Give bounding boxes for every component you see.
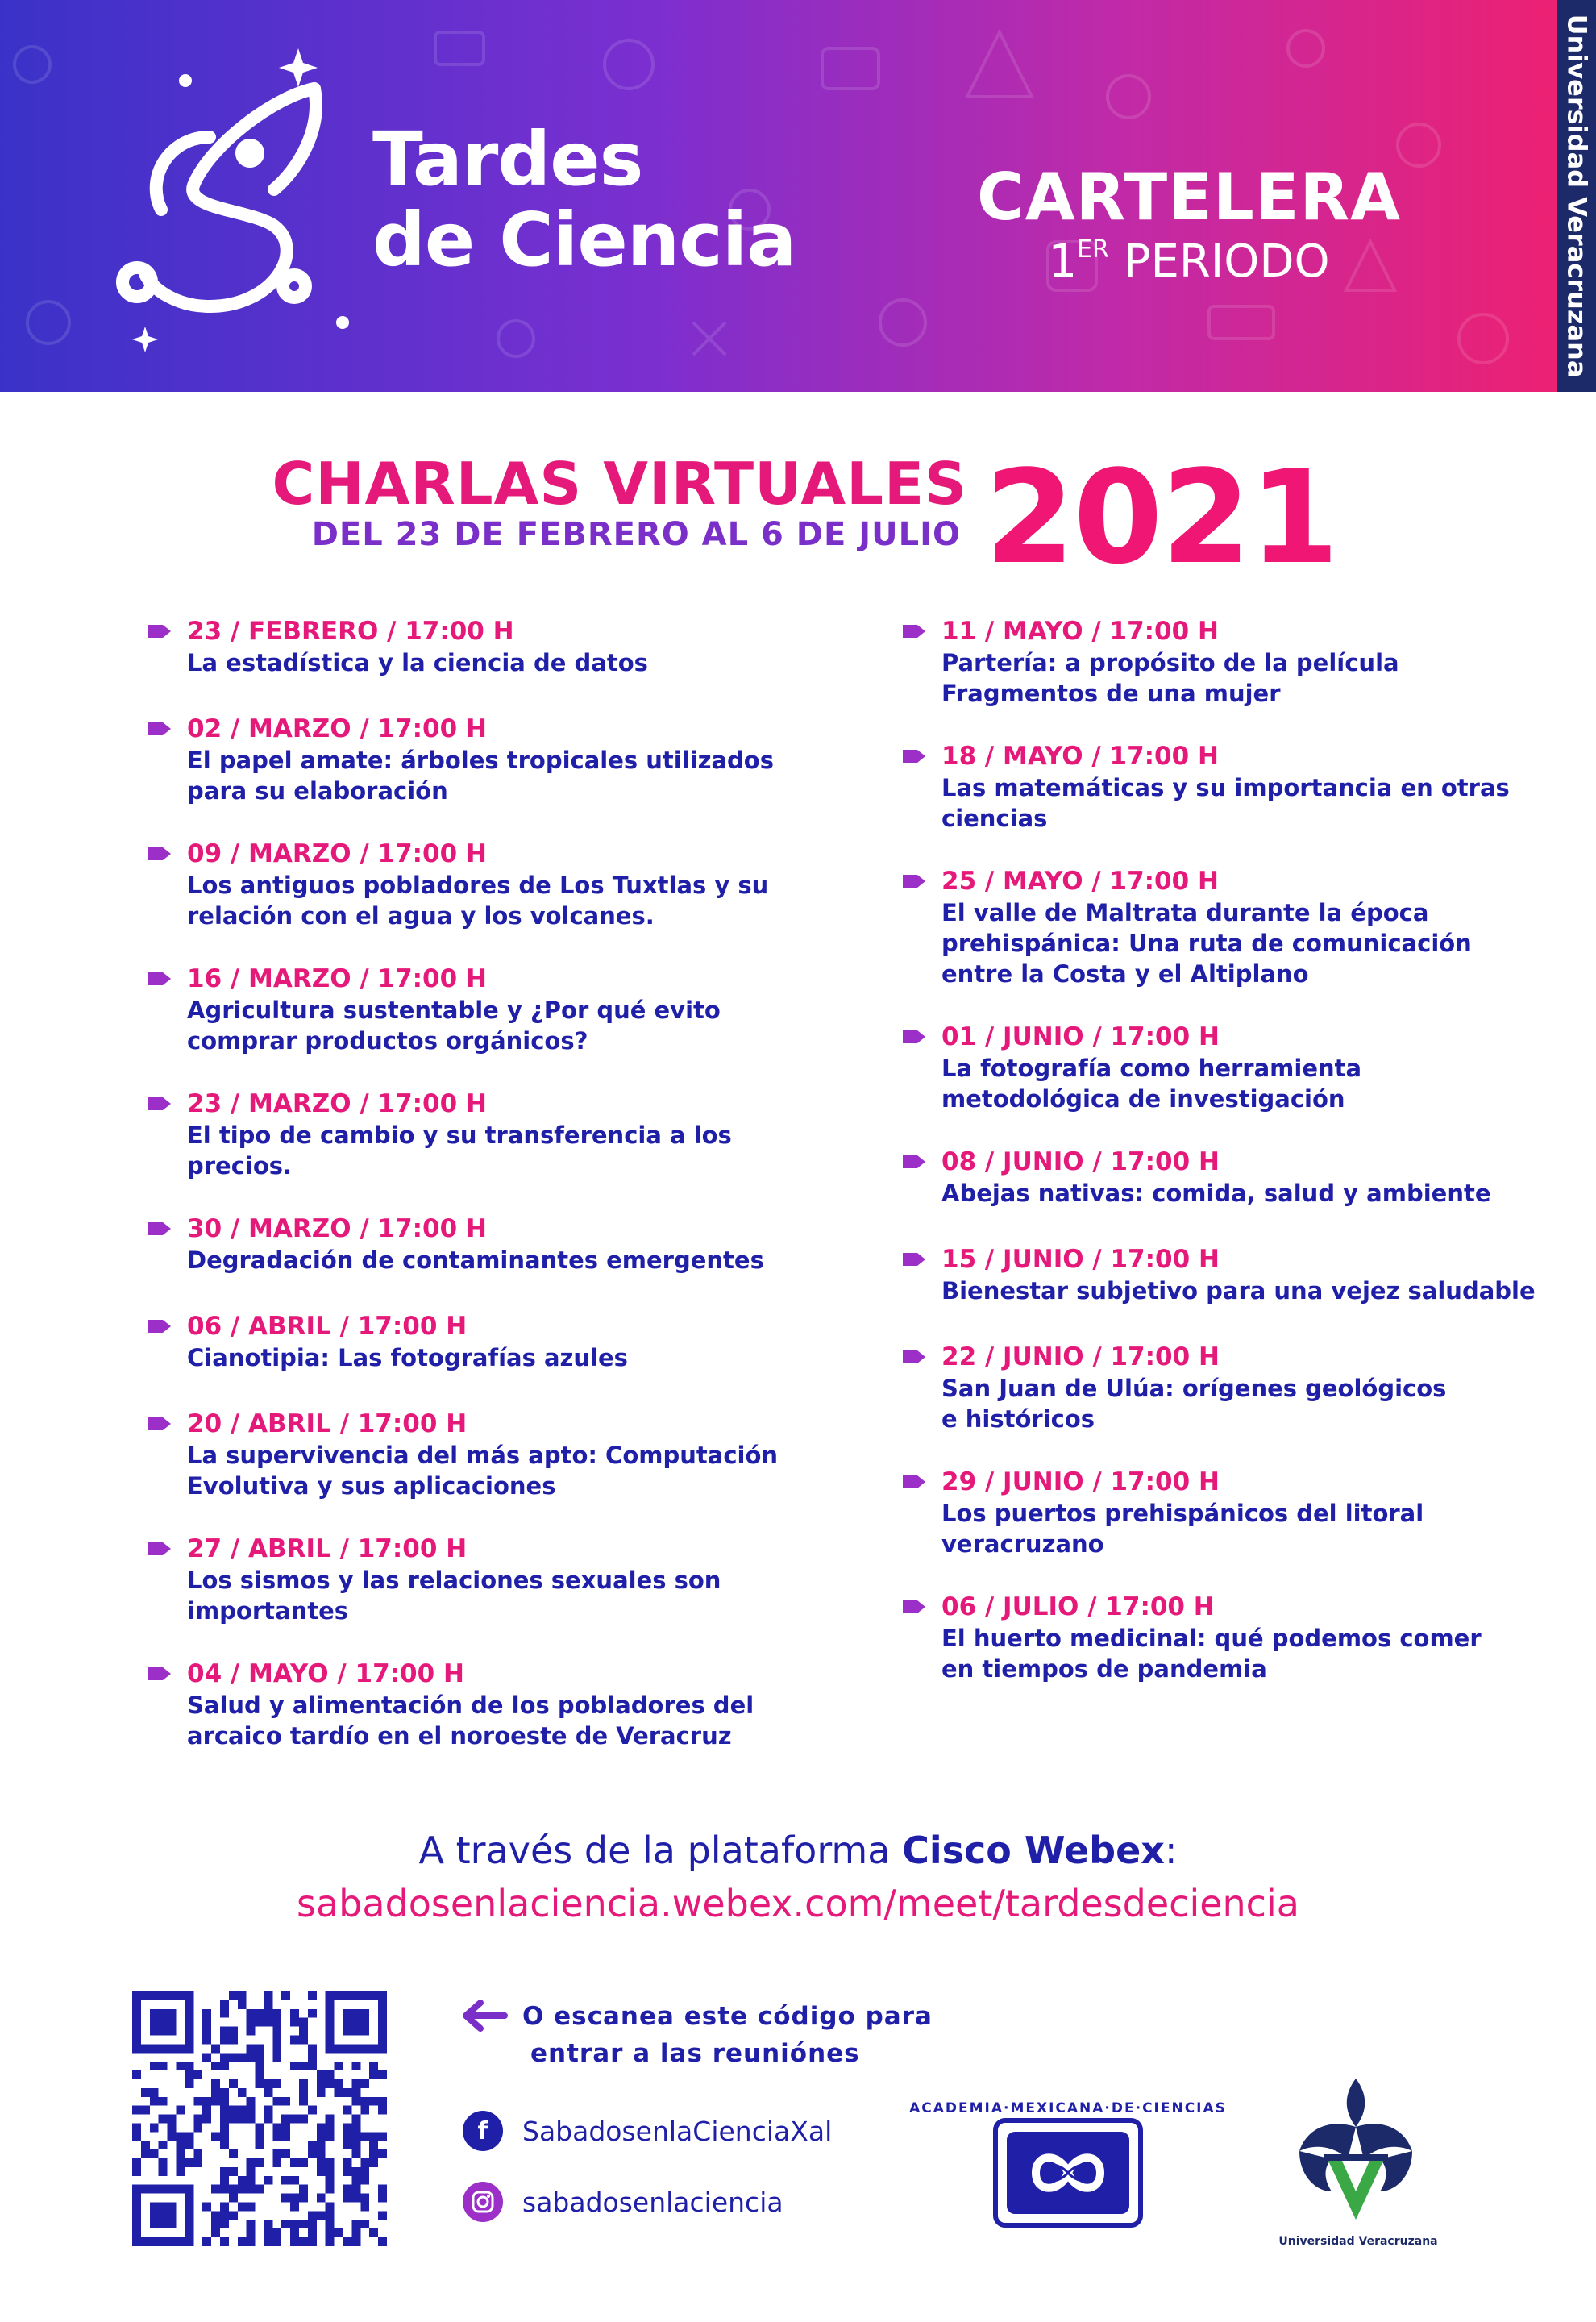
platform-url-link[interactable]: sabadosenlaciencia.webex.com/meet/tardesdeciencia: [297, 1882, 1299, 1925]
event-item: [147, 1213, 848, 1275]
event-title-line: para su elaboración: [187, 777, 448, 805]
event-title-line: Evolutiva y sus aplicaciones: [187, 1472, 556, 1500]
periodo-superscript: ER: [1077, 235, 1109, 264]
event-title-line: Cianotipia: Las fotografías azules: [187, 1344, 628, 1371]
bullet-arrow-icon: [901, 872, 927, 890]
event-title-line: Agricultura sustentable y ¿Por qué evito: [187, 997, 721, 1024]
bullet-arrow-icon: [901, 1153, 927, 1171]
event-title-line: La supervivencia del más apto: Computación: [187, 1442, 779, 1469]
event-title-line: Partería: a propósito de la película: [941, 649, 1399, 676]
charlas-title: CHARLAS VIRTUALES: [272, 450, 967, 518]
event-date: 22 / JUNIO / 17:00 H: [941, 1342, 1220, 1371]
event-item: [901, 741, 1538, 834]
bullet-arrow-icon: [901, 1598, 927, 1616]
qr-code[interactable]: [132, 1991, 387, 2246]
bullet-arrow-icon: [147, 1317, 172, 1335]
event-title-line: ciencias: [941, 805, 1048, 832]
event-title-line: Los puertos prehispánicos del litoral: [941, 1500, 1424, 1527]
arrow-left-icon: [461, 2000, 506, 2032]
scan-instructions: [522, 1998, 974, 2072]
event-title-line: El valle de Maltrata durante la época: [941, 899, 1429, 926]
university-vertical-tab: [1557, 0, 1596, 392]
event-date: 11 / MAYO / 17:00 H: [941, 617, 1219, 646]
bullet-arrow-icon: [147, 970, 172, 988]
event-title-line: veracruzano: [941, 1530, 1104, 1558]
bullet-arrow-icon: [147, 720, 172, 738]
facebook-link[interactable]: [463, 2111, 832, 2151]
bullet-arrow-icon: [147, 1220, 172, 1238]
scan-line1: O escanea este código para: [522, 2002, 933, 2031]
event-date: 02 / MARZO / 17:00 H: [187, 714, 487, 743]
tardes-de-ciencia-logo-icon: [113, 48, 379, 355]
event-title-line: El tipo de cambio y su transferencia a los: [187, 1121, 732, 1149]
logo-title: [372, 116, 796, 283]
event-title-line: entre la Costa y el Altiplano: [941, 960, 1309, 988]
bullet-arrow-icon: [147, 622, 172, 640]
bullet-arrow-icon: [901, 1028, 927, 1046]
facebook-handle: SabadosenlaCienciaXal: [522, 2115, 833, 2147]
event-title-line: San Juan de Ulúa: orígenes geológicos: [941, 1375, 1447, 1402]
header-banner: [0, 0, 1596, 392]
bullet-arrow-icon: [147, 845, 172, 863]
event-title-line: precios.: [187, 1152, 293, 1180]
event-title-line: arcaico tardío en el noroeste de Veracruz: [187, 1722, 732, 1750]
svg-text:ACADEMIA·MEXICANA·DE·CIENCIAS: ACADEMIA·MEXICANA·DE·CIENCIAS: [909, 2100, 1227, 2116]
event-title-line: metodológica de investigación: [941, 1085, 1345, 1113]
event-date: 20 / ABRIL / 17:00 H: [187, 1409, 468, 1438]
event-date: 08 / JUNIO / 17:00 H: [941, 1147, 1220, 1176]
periodo-label: [927, 235, 1451, 288]
instagram-handle: sabadosenlaciencia: [522, 2186, 783, 2218]
event-date: 27 / ABRIL / 17:00 H: [187, 1534, 468, 1563]
event-date: 15 / JUNIO / 17:00 H: [941, 1245, 1220, 1274]
event-item: [147, 1533, 848, 1626]
platform-name: Cisco Webex: [902, 1829, 1165, 1872]
logo-title-line2: de Ciencia: [372, 197, 796, 283]
charlas-dates: DEL 23 DE FEBRERO AL 6 DE JULIO: [311, 516, 961, 553]
event-item: [147, 616, 848, 678]
bullet-arrow-icon: [901, 747, 927, 765]
event-title-line: La fotografía como herramienta: [941, 1055, 1362, 1082]
scan-line2: entrar a las reuniónes: [530, 2039, 860, 2068]
event-item: [901, 866, 1538, 989]
event-item: [147, 1658, 848, 1751]
event-title-line: Las matemáticas y su importancia en otras: [941, 774, 1510, 801]
academia-mexicana-de-ciencias-logo: [909, 2088, 1227, 2233]
cartelera-title: CARTELERA: [977, 160, 1401, 235]
facebook-icon: f: [463, 2111, 503, 2151]
instagram-icon: [463, 2182, 503, 2222]
bullet-arrow-icon: [147, 1665, 172, 1683]
event-date: 18 / MAYO / 17:00 H: [941, 742, 1219, 771]
event-item: [147, 963, 848, 1056]
event-date: 16 / MARZO / 17:00 H: [187, 964, 487, 993]
bullet-arrow-icon: [901, 1348, 927, 1366]
event-title-line: importantes: [187, 1597, 349, 1625]
bullet-arrow-icon: [901, 1250, 927, 1268]
event-item: [901, 1342, 1538, 1434]
event-item: [901, 1146, 1538, 1209]
event-title-line: El huerto medicinal: qué podemos comer: [941, 1625, 1482, 1652]
event-item: [147, 838, 848, 931]
event-title-line: prehispánica: Una ruta de comunicación: [941, 930, 1472, 957]
event-item: [901, 1244, 1538, 1306]
event-date: 09 / MARZO / 17:00 H: [187, 839, 487, 868]
event-title-line: en tiempos de pandemia: [941, 1655, 1267, 1683]
bullet-arrow-icon: [901, 1473, 927, 1491]
bullet-arrow-icon: [901, 622, 927, 640]
platform-prefix: A través de la plataforma: [418, 1829, 903, 1872]
bullet-arrow-icon: [147, 1540, 172, 1558]
event-title-line: relación con el agua y los volcanes.: [187, 902, 655, 930]
event-item: [901, 1592, 1538, 1684]
event-date: 06 / JULIO / 17:00 H: [941, 1592, 1215, 1621]
event-item: [901, 1022, 1538, 1114]
periodo-number: 1: [1048, 235, 1078, 288]
event-item: [901, 1467, 1538, 1559]
event-title-line: Los antiguos pobladores de Los Tuxtlas y su: [187, 872, 769, 899]
event-title-line: comprar productos orgánicos?: [187, 1027, 588, 1055]
event-date: 30 / MARZO / 17:00 H: [187, 1214, 487, 1243]
event-date: 04 / MAYO / 17:00 H: [187, 1659, 464, 1688]
logo-title-line1: Tardes: [372, 116, 643, 202]
event-item: [901, 616, 1538, 709]
events-left-column: [147, 616, 848, 1783]
event-item: [147, 714, 848, 806]
event-title-line: e históricos: [941, 1405, 1095, 1433]
bullet-arrow-icon: [147, 1415, 172, 1433]
platform-line: [0, 1829, 1596, 1872]
universidad-veracruzana-logo: [1267, 2070, 1444, 2232]
university-vertical-text: Universidad Veracruzana: [1561, 14, 1593, 378]
event-title-line: Fragmentos de una mujer: [941, 680, 1281, 707]
event-date: 23 / FEBRERO / 17:00 H: [187, 617, 514, 646]
event-date: 06 / ABRIL / 17:00 H: [187, 1312, 468, 1341]
platform-suffix: :: [1164, 1829, 1178, 1872]
event-date: 25 / MAYO / 17:00 H: [941, 867, 1219, 896]
event-title-line: Los sismos y las relaciones sexuales son: [187, 1567, 721, 1594]
instagram-link[interactable]: [463, 2182, 783, 2222]
year-label: 2021: [985, 442, 1338, 593]
event-item: [147, 1409, 848, 1501]
uv-logo-caption: Universidad Veracruzana: [1278, 2235, 1438, 2248]
event-title-line: Bienestar subjetivo para una vejez saludable: [941, 1277, 1536, 1305]
event-title-line: La estadística y la ciencia de datos: [187, 649, 648, 676]
periodo-word: PERIODO: [1123, 235, 1330, 288]
event-title-line: Abejas nativas: comida, salud y ambiente: [941, 1180, 1491, 1207]
bullet-arrow-icon: [147, 1095, 172, 1113]
event-item: [147, 1088, 848, 1181]
event-title-line: Degradación de contaminantes emergentes: [187, 1246, 764, 1274]
event-date: 23 / MARZO / 17:00 H: [187, 1089, 487, 1118]
event-title-line: Salud y alimentación de los pobladores del: [187, 1692, 754, 1719]
event-date: 01 / JUNIO / 17:00 H: [941, 1022, 1220, 1051]
event-title-line: El papel amate: árboles tropicales utilizados: [187, 747, 774, 774]
events-right-column: [901, 616, 1538, 1717]
event-item: [147, 1311, 848, 1373]
event-date: 29 / JUNIO / 17:00 H: [941, 1467, 1220, 1496]
